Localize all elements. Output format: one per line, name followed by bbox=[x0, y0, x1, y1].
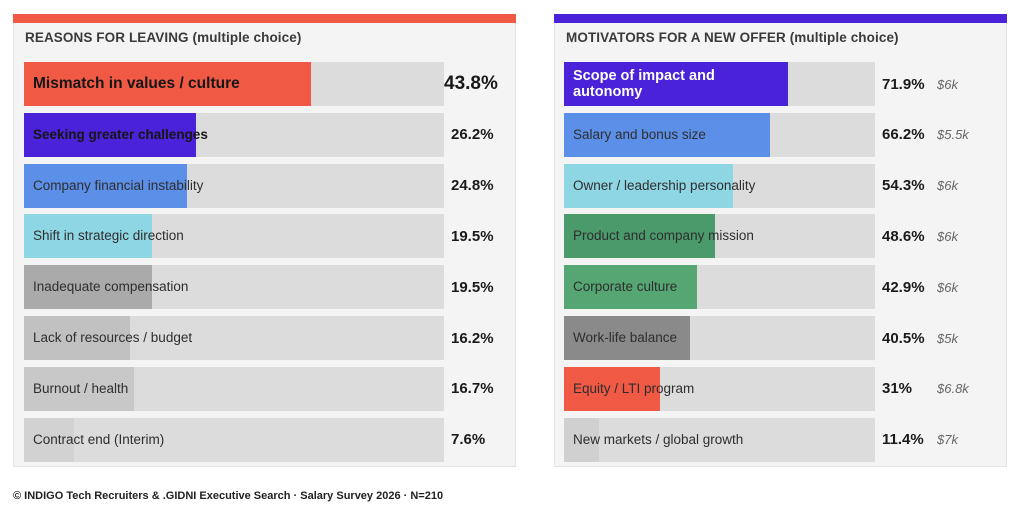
motivators-title: MOTIVATORS FOR A NEW OFFER (multiple choice) bbox=[566, 30, 899, 45]
reasons-panel bbox=[13, 14, 516, 467]
value-label: 11.4% bbox=[882, 431, 924, 449]
bar-label: Corporate culture bbox=[573, 279, 678, 295]
bar-label: New markets / global growth bbox=[573, 431, 744, 447]
footer-credit: © INDIGO Tech Recruiters & .GIDNI Executive Search · Salary Survey 2026 · N=210 bbox=[13, 490, 444, 502]
bar-label: Product and company mission bbox=[573, 228, 754, 244]
reasons-accent-bar bbox=[13, 14, 516, 23]
value-label: 16.7% bbox=[451, 380, 494, 398]
motivators-panel bbox=[554, 14, 1007, 467]
value-label: 19.5% bbox=[451, 227, 494, 245]
value-label: 43.8% bbox=[444, 73, 498, 94]
salary-label: $6k bbox=[937, 178, 958, 194]
bar-label: Burnout / health bbox=[33, 380, 129, 396]
value-label: 19.5% bbox=[451, 278, 494, 296]
reasons-title: REASONS FOR LEAVING (multiple choice) bbox=[25, 30, 302, 45]
bar-label: Equity / LTI program bbox=[573, 380, 695, 396]
value-label: 40.5% bbox=[882, 329, 925, 347]
value-label: 16.2% bbox=[451, 329, 494, 347]
value-label: 31% bbox=[882, 380, 913, 398]
bar-label: Inadequate compensation bbox=[33, 279, 189, 295]
salary-label: $6k bbox=[937, 76, 958, 92]
value-label: 42.9% bbox=[882, 278, 925, 296]
bar-label: Lack of resources / budget bbox=[33, 330, 193, 345]
value-label: 48.6% bbox=[882, 227, 925, 245]
value-label: 66.2% bbox=[882, 126, 925, 144]
salary-label: $6.8k bbox=[937, 381, 969, 397]
bar-label: Seeking greater challenges bbox=[33, 126, 208, 142]
bar-label: Contract end (Interim) bbox=[33, 431, 165, 447]
value-label: 54.3% bbox=[882, 177, 925, 195]
salary-label: $5.5k bbox=[937, 127, 969, 143]
value-label: 26.2% bbox=[451, 126, 494, 144]
salary-label: $6k bbox=[937, 279, 958, 295]
bar-label: Work-life balance bbox=[573, 330, 678, 345]
salary-label: $7k bbox=[937, 432, 958, 448]
bar-label: Mismatch in values / culture bbox=[33, 75, 240, 92]
value-label: 71.9% bbox=[882, 75, 925, 93]
bar-label: Company financial instability bbox=[33, 177, 204, 193]
bar-label: Shift in strategic direction bbox=[33, 228, 184, 244]
motivators-accent-bar bbox=[554, 14, 1007, 23]
value-label: 24.8% bbox=[451, 177, 494, 195]
bar-label: Scope of impact and autonomy bbox=[573, 68, 715, 100]
salary-label: $6k bbox=[937, 228, 958, 244]
salary-label: $5k bbox=[937, 330, 958, 346]
bar-label: Salary and bonus size bbox=[573, 126, 706, 142]
value-label: 7.6% bbox=[451, 431, 486, 449]
bar-label: Owner / leadership personality bbox=[573, 177, 756, 193]
